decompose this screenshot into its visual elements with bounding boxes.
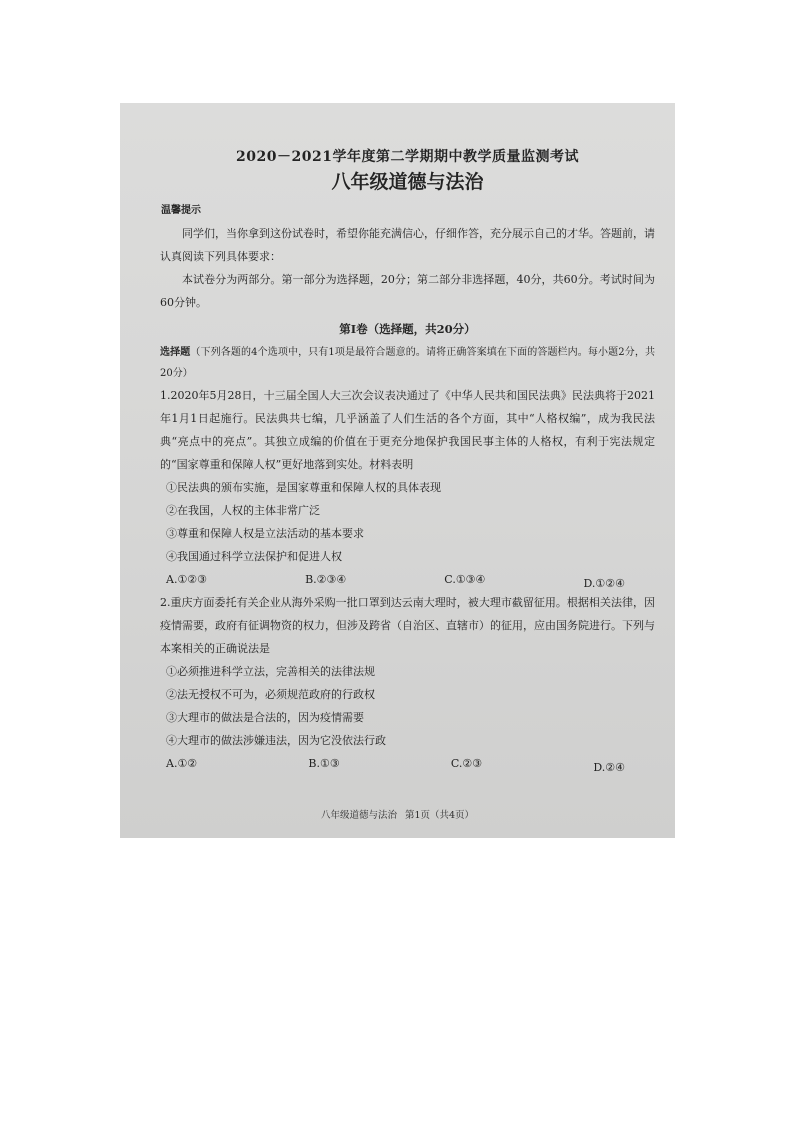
choice-d: D.②④ [593, 761, 625, 774]
question-1 [160, 384, 655, 591]
question-stem: 2.重庆方面委托有关企业从海外采购一批口罩到达云南大理时，被大理市截留征用。根据相关法律，因疫情需要，政府有征调物资的权力，但涉及跨省（自治区、直辖市）的征用，应由国务院进行。下列与本案相关的正确说法是 [160, 596, 655, 655]
choice-c: C.②③ [450, 757, 483, 770]
page-footer [120, 807, 675, 821]
exam-paper-photo [120, 103, 675, 838]
instruction-text: （下列各题的4个选项中，只有1项是最符合题意的。请将正确答案填在下面的答题栏内。每小题2分，共20分） [160, 347, 656, 379]
question-2 [160, 591, 655, 775]
choice-d: D.①②④ [583, 577, 625, 590]
section-instruction [160, 342, 655, 384]
footer-page-number: 第1页（共4页） [404, 810, 475, 821]
tips-heading: 温馨提示 [161, 205, 201, 216]
exam-page [160, 147, 655, 775]
instruction-lead: 选择题 [160, 347, 191, 358]
subject-title: 八年级道德与法治 [331, 171, 484, 193]
question-stem: 1.2020年5月28日，十三届全国人大三次会议表决通过了《中华人民共和国民法典》民法典将于2021年1月1日起施行。民法典共七编，几乎涵盖了人们生活的各个方面，其中“人格权编”，成为我民法典“亮点中的亮点”。其独立成编的价值在于更充分地保护我国民事主体的人格权，有利于宪法规定的“国家尊重和保障人权”更好地落到实处。材料表明 [160, 389, 655, 471]
choice-b: B.②③④ [305, 573, 347, 586]
question-option: ④大理市的做法涉嫌违法，因为它没依法行政 [166, 734, 386, 747]
question-option: ②法无授权不可为，必须规范政府的行政权 [166, 688, 375, 701]
footer-subject: 八年级道德与法治 [320, 810, 397, 821]
exam-title: 2020－2021学年度第二学期期中教学质量监测考试 [236, 149, 579, 165]
choice-a: A.①② [166, 757, 198, 770]
question-option: ①民法典的颁布实施，是国家尊重和保障人权的具体表现 [166, 481, 441, 494]
question-option: ③尊重和保障人权是立法活动的基本要求 [166, 527, 364, 540]
answer-choices [160, 752, 655, 775]
choice-a: A.①②③ [166, 573, 208, 586]
tips-paragraph-1: 同学们，当你拿到这份试卷时，希望你能充满信心，仔细作答，充分展示自己的才华。答题前，请认真阅读下列具体要求： [160, 227, 655, 263]
answer-choices [160, 568, 655, 591]
question-option: ①必须推进科学立法，完善相关的法律法规 [166, 665, 375, 678]
choice-c: C.①③④ [444, 573, 486, 586]
choice-b: B.①③ [308, 757, 340, 770]
question-option: ③大理市的做法是合法的，因为疫情需要 [166, 711, 364, 724]
tips-paragraph-2: 本试卷分为两部分。第一部分为选择题，20分；第二部分非选择题，40分，共60分。考试时间为60分钟。 [160, 273, 655, 309]
question-option: ④我国通过科学立法保护和促进人权 [166, 550, 342, 563]
question-option: ②在我国，人权的主体非常广泛 [166, 504, 320, 517]
section-title: 第Ⅰ卷（选择题，共20分） [339, 322, 476, 336]
